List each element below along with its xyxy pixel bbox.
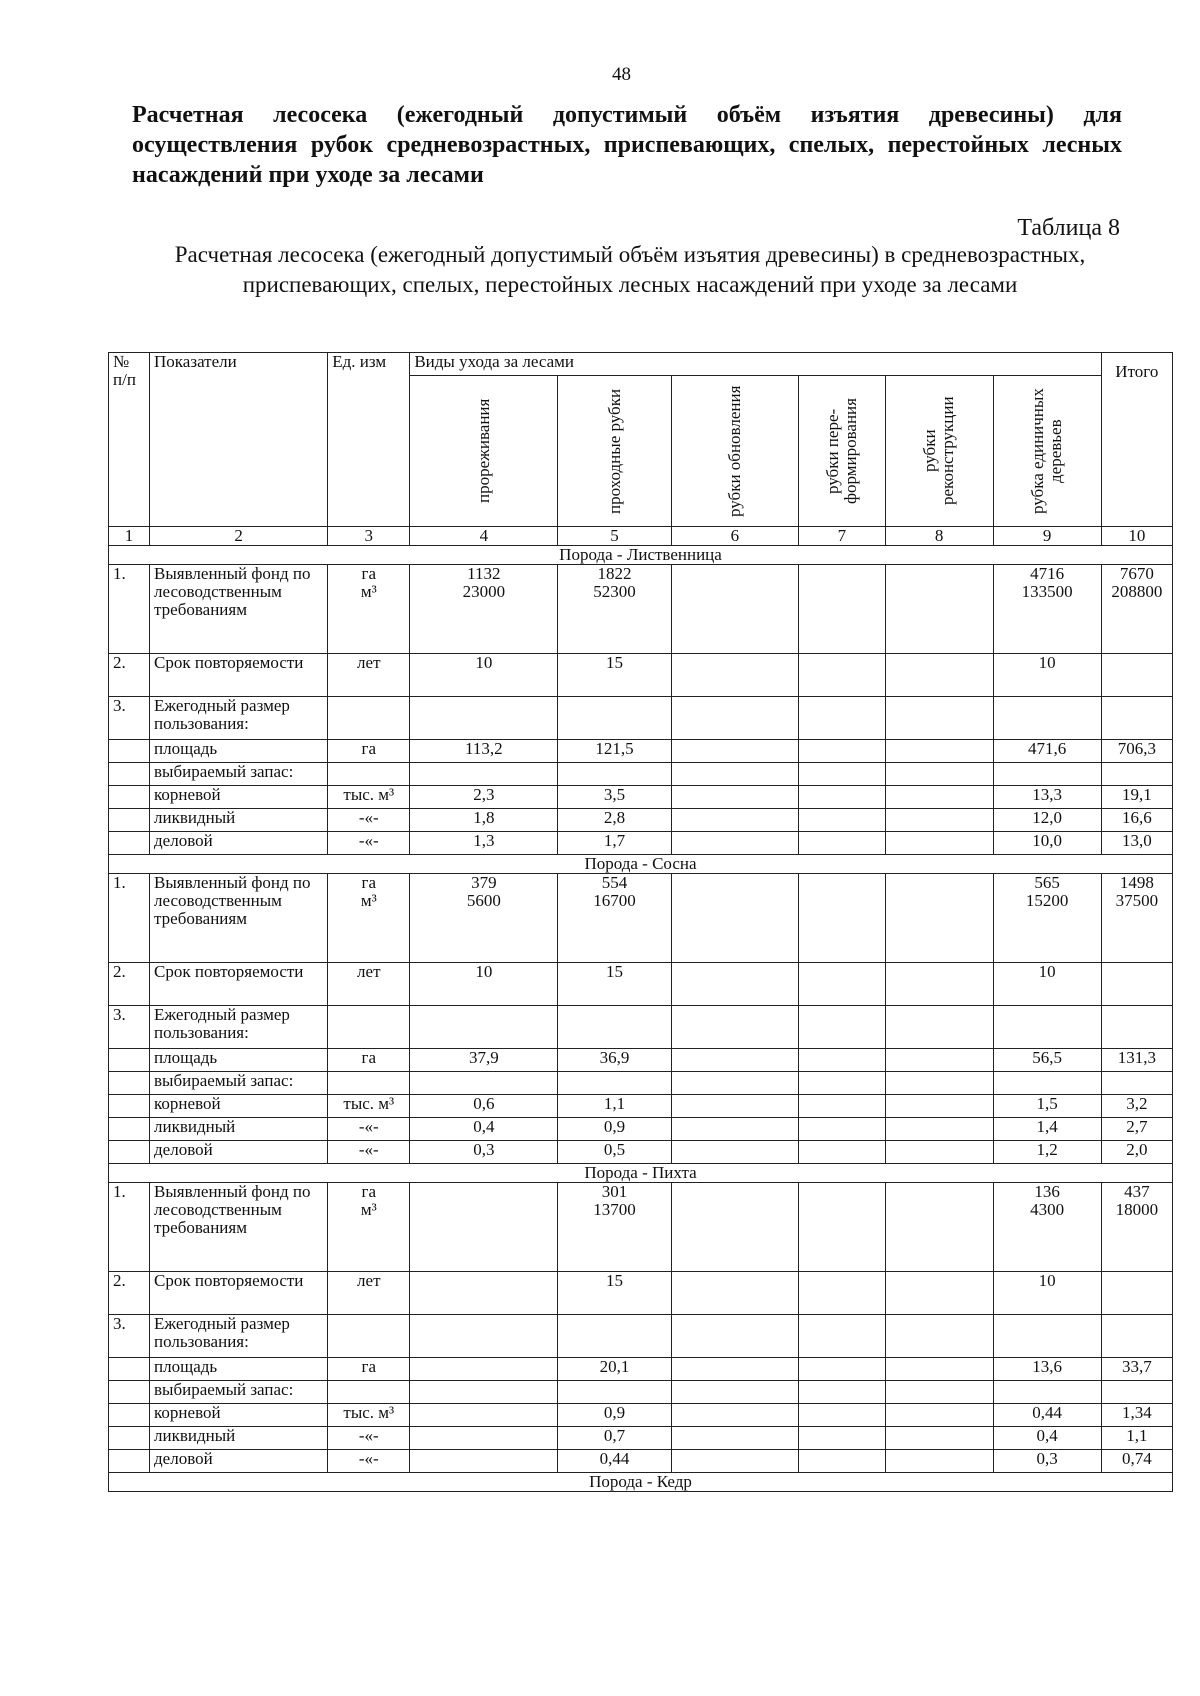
value-reformation-cuts [799,1381,885,1404]
row-number [109,832,150,855]
row-label: площадь [150,1358,328,1381]
row-number [109,763,150,786]
value-total: 33,7 [1101,1358,1172,1381]
value-single-tree-cuts: 471,6 [993,740,1101,763]
value-total [1101,1272,1172,1315]
row-unit: -«- [328,1118,410,1141]
value-passage-cuts: 15 [558,1272,671,1315]
value-renewal-cuts [671,1315,798,1358]
header-care-types: Виды ухода за лесами [410,353,1101,376]
species-group-row [109,546,1173,565]
value-passage-cuts: 15 [558,654,671,697]
value-thinning: 1,3 [410,832,558,855]
value-renewal-cuts [671,1272,798,1315]
table-row [109,697,1173,740]
value-reformation-cuts [799,786,885,809]
value-total: 3,2 [1101,1095,1172,1118]
value-thinning: 0,3 [410,1141,558,1164]
value-renewal-cuts [671,1118,798,1141]
row-label: Ежегодный размер пользования: [150,1006,328,1049]
value-total [1101,1072,1172,1095]
value-renewal-cuts [671,874,798,963]
row-label: деловой [150,832,328,855]
value-reconstruction-cuts [885,740,993,763]
column-number: 10 [1101,527,1172,546]
row-unit [328,763,410,786]
value-thinning [410,1315,558,1358]
value-total: 16,6 [1101,809,1172,832]
row-number [109,786,150,809]
value-single-tree-cuts: 10,0 [993,832,1101,855]
row-label: ликвидный [150,809,328,832]
value-reconstruction-cuts [885,1118,993,1141]
table-row [109,786,1173,809]
value-reconstruction-cuts [885,1006,993,1049]
column-number: 6 [671,527,798,546]
value-reconstruction-cuts [885,786,993,809]
value-passage-cuts [558,1072,671,1095]
table-row [109,809,1173,832]
value-thinning [410,1450,558,1473]
value-reformation-cuts [799,697,885,740]
value-thinning: 0,4 [410,1118,558,1141]
value-passage-cuts: 0,9 [558,1118,671,1141]
value-reformation-cuts [799,1049,885,1072]
row-label: Ежегодный размер пользования: [150,1315,328,1358]
value-single-tree-cuts: 565 15200 [993,874,1101,963]
header-unit: Ед. изм [328,353,410,527]
row-number [109,1427,150,1450]
value-renewal-cuts [671,1427,798,1450]
value-total: 0,74 [1101,1450,1172,1473]
value-passage-cuts [558,1006,671,1049]
row-label: Ежегодный размер пользования: [150,697,328,740]
value-passage-cuts: 301 13700 [558,1183,671,1272]
value-single-tree-cuts: 10 [993,1272,1101,1315]
value-passage-cuts: 1822 52300 [558,565,671,654]
value-renewal-cuts [671,809,798,832]
value-reformation-cuts [799,1006,885,1049]
row-unit: тыс. м³ [328,1095,410,1118]
table-row [109,832,1173,855]
column-numbers-row [109,527,1173,546]
value-total [1101,697,1172,740]
value-passage-cuts: 1,1 [558,1095,671,1118]
value-reformation-cuts [799,1358,885,1381]
row-number: 3. [109,1006,150,1049]
row-label: Срок повторяемости [150,654,328,697]
value-reformation-cuts [799,809,885,832]
value-thinning: 0,6 [410,1095,558,1118]
value-total: 131,3 [1101,1049,1172,1072]
row-number: 1. [109,565,150,654]
value-reformation-cuts [799,1404,885,1427]
row-number: 2. [109,1272,150,1315]
value-renewal-cuts [671,565,798,654]
species-name: Порода - Сосна [109,855,1173,874]
value-renewal-cuts [671,740,798,763]
value-thinning: 1,8 [410,809,558,832]
value-reformation-cuts [799,1141,885,1164]
row-unit: тыс. м³ [328,1404,410,1427]
value-single-tree-cuts [993,1381,1101,1404]
value-total [1101,763,1172,786]
value-reconstruction-cuts [885,809,993,832]
value-single-tree-cuts: 0,4 [993,1427,1101,1450]
value-passage-cuts: 0,44 [558,1450,671,1473]
value-total [1101,654,1172,697]
row-label: выбираемый запас: [150,1381,328,1404]
value-reconstruction-cuts [885,832,993,855]
value-passage-cuts [558,697,671,740]
value-thinning [410,1006,558,1049]
row-unit: га [328,1049,410,1072]
value-reconstruction-cuts [885,1183,993,1272]
row-unit: -«- [328,1450,410,1473]
value-single-tree-cuts: 1,2 [993,1141,1101,1164]
row-number [109,1118,150,1141]
table-row [109,1272,1173,1315]
value-passage-cuts [558,1381,671,1404]
header-passage-cuts: проходные рубки [604,388,624,514]
table-row [109,1118,1173,1141]
species-name: Порода - Лиственница [109,546,1173,565]
row-number [109,809,150,832]
row-number [109,1358,150,1381]
value-reconstruction-cuts [885,1095,993,1118]
value-reconstruction-cuts [885,1381,993,1404]
value-total: 1498 37500 [1101,874,1172,963]
value-renewal-cuts [671,786,798,809]
row-unit: га м³ [328,1183,410,1272]
column-number: 7 [799,527,885,546]
table-row [109,1404,1173,1427]
value-passage-cuts: 0,9 [558,1404,671,1427]
value-thinning: 1132 23000 [410,565,558,654]
value-thinning [410,697,558,740]
row-unit [328,1381,410,1404]
row-unit [328,1006,410,1049]
row-label: деловой [150,1141,328,1164]
row-number [109,1072,150,1095]
row-number [109,1095,150,1118]
value-renewal-cuts [671,1404,798,1427]
row-number [109,1049,150,1072]
row-label: корневой [150,1404,328,1427]
value-passage-cuts: 15 [558,963,671,1006]
value-total [1101,1315,1172,1358]
table-row [109,1049,1173,1072]
value-renewal-cuts [671,654,798,697]
value-renewal-cuts [671,1006,798,1049]
value-total: 7670 208800 [1101,565,1172,654]
row-unit: -«- [328,1427,410,1450]
row-label: Выявленный фонд по лесоводственным требованиям [150,874,328,963]
species-name: Порода - Пихта [109,1164,1173,1183]
value-passage-cuts: 2,8 [558,809,671,832]
value-reconstruction-cuts [885,763,993,786]
value-reconstruction-cuts [885,1427,993,1450]
value-reconstruction-cuts [885,697,993,740]
value-total [1101,963,1172,1006]
row-label: корневой [150,1095,328,1118]
value-thinning: 2,3 [410,786,558,809]
value-passage-cuts [558,1315,671,1358]
row-number: 1. [109,874,150,963]
value-thinning [410,1427,558,1450]
value-single-tree-cuts: 0,3 [993,1450,1101,1473]
row-label: Выявленный фонд по лесоводственным требованиям [150,1183,328,1272]
value-single-tree-cuts: 1,4 [993,1118,1101,1141]
value-reconstruction-cuts [885,1272,993,1315]
row-unit: тыс. м³ [328,786,410,809]
value-thinning: 379 5600 [410,874,558,963]
table-row [109,565,1173,654]
value-reformation-cuts [799,763,885,786]
table-row [109,654,1173,697]
table-row [109,1095,1173,1118]
row-label: выбираемый запас: [150,1072,328,1095]
table-row [109,1141,1173,1164]
species-name: Порода - Кедр [109,1473,1173,1492]
value-single-tree-cuts: 13,3 [993,786,1101,809]
value-renewal-cuts [671,1141,798,1164]
value-reformation-cuts [799,1272,885,1315]
row-unit: га [328,740,410,763]
value-single-tree-cuts: 10 [993,654,1101,697]
value-reconstruction-cuts [885,1315,993,1358]
table-row [109,874,1173,963]
value-reformation-cuts [799,740,885,763]
row-number [109,740,150,763]
value-renewal-cuts [671,763,798,786]
value-renewal-cuts [671,1183,798,1272]
value-passage-cuts: 0,5 [558,1141,671,1164]
table-row [109,1006,1173,1049]
value-single-tree-cuts: 12,0 [993,809,1101,832]
header-thinning: прореживания [473,398,493,504]
species-group-row [109,1473,1173,1492]
value-renewal-cuts [671,1095,798,1118]
value-total: 19,1 [1101,786,1172,809]
row-unit: лет [328,654,410,697]
value-thinning: 113,2 [410,740,558,763]
column-number: 9 [993,527,1101,546]
value-thinning [410,1404,558,1427]
row-unit [328,1072,410,1095]
value-total: 1,34 [1101,1404,1172,1427]
header-indicators: Показатели [150,353,328,527]
value-reformation-cuts [799,874,885,963]
row-label: Срок повторяемости [150,963,328,1006]
page-number: 48 [612,64,631,85]
value-reconstruction-cuts [885,874,993,963]
row-unit [328,697,410,740]
value-reconstruction-cuts [885,1072,993,1095]
row-unit: га м³ [328,874,410,963]
column-number: 2 [150,527,328,546]
column-number: 5 [558,527,671,546]
value-single-tree-cuts: 0,44 [993,1404,1101,1427]
value-passage-cuts: 36,9 [558,1049,671,1072]
row-unit [328,1315,410,1358]
row-number [109,1141,150,1164]
value-single-tree-cuts: 4716 133500 [993,565,1101,654]
value-reformation-cuts [799,1427,885,1450]
value-reformation-cuts [799,1072,885,1095]
row-unit: га м³ [328,565,410,654]
row-label: Выявленный фонд по лесоводственным требованиям [150,565,328,654]
value-total: 437 18000 [1101,1183,1172,1272]
row-label: корневой [150,786,328,809]
value-renewal-cuts [671,1072,798,1095]
row-unit: -«- [328,1141,410,1164]
species-group-row [109,855,1173,874]
row-label: деловой [150,1450,328,1473]
value-passage-cuts: 20,1 [558,1358,671,1381]
row-number [109,1404,150,1427]
value-total: 2,7 [1101,1118,1172,1141]
value-passage-cuts: 3,5 [558,786,671,809]
value-single-tree-cuts [993,1006,1101,1049]
value-total: 1,1 [1101,1427,1172,1450]
value-thinning [410,1072,558,1095]
value-single-tree-cuts: 136 4300 [993,1183,1101,1272]
column-number: 8 [885,527,993,546]
value-single-tree-cuts [993,1315,1101,1358]
species-group-row [109,1164,1173,1183]
row-number: 2. [109,963,150,1006]
value-single-tree-cuts: 13,6 [993,1358,1101,1381]
value-renewal-cuts [671,963,798,1006]
value-reconstruction-cuts [885,963,993,1006]
value-reconstruction-cuts [885,1358,993,1381]
row-unit: лет [328,1272,410,1315]
value-thinning [410,1358,558,1381]
value-reformation-cuts [799,565,885,654]
row-unit: -«- [328,832,410,855]
header-num: № п/п [109,353,150,527]
row-label: Срок повторяемости [150,1272,328,1315]
table-row [109,740,1173,763]
table-row [109,1183,1173,1272]
table-row [109,963,1173,1006]
header-reconstruction-cuts: рубки реконструкции [920,396,958,506]
row-number: 2. [109,654,150,697]
value-reconstruction-cuts [885,654,993,697]
table-row [109,1381,1173,1404]
table-row [109,1427,1173,1450]
value-passage-cuts: 1,7 [558,832,671,855]
header-total: Итого [1101,353,1172,527]
row-number: 3. [109,1315,150,1358]
row-number: 1. [109,1183,150,1272]
value-single-tree-cuts: 10 [993,963,1101,1006]
column-number: 4 [410,527,558,546]
table-number: Таблица 8 [1017,215,1120,241]
value-single-tree-cuts: 56,5 [993,1049,1101,1072]
value-passage-cuts [558,763,671,786]
value-passage-cuts: 0,7 [558,1427,671,1450]
value-passage-cuts: 121,5 [558,740,671,763]
row-label: площадь [150,740,328,763]
value-reformation-cuts [799,654,885,697]
value-thinning: 10 [410,654,558,697]
table-row [109,763,1173,786]
column-number: 3 [328,527,410,546]
value-renewal-cuts [671,1358,798,1381]
value-thinning: 10 [410,963,558,1006]
row-unit: лет [328,963,410,1006]
value-single-tree-cuts [993,763,1101,786]
value-reformation-cuts [799,1450,885,1473]
value-renewal-cuts [671,697,798,740]
value-thinning [410,1183,558,1272]
header-reformation-cuts: рубки пере-формирования [822,398,860,504]
row-unit: га [328,1358,410,1381]
value-thinning [410,1381,558,1404]
value-total [1101,1006,1172,1049]
column-number: 1 [109,527,150,546]
document-heading: Расчетная лесосека (ежегодный допустимый объём изъятия древесины) для осуществления рубок средневозрастных, приспевающих, спелых, перестойных лесных насаждений при уходе за лесами [132,102,1122,188]
header-single-tree-cuts: рубка единичных деревьев [1028,388,1066,514]
value-reconstruction-cuts [885,1450,993,1473]
row-number [109,1450,150,1473]
value-thinning [410,1272,558,1315]
table-row [109,1450,1173,1473]
table-row [109,1315,1173,1358]
table-row [109,1358,1173,1381]
value-total [1101,1381,1172,1404]
value-reformation-cuts [799,1118,885,1141]
value-reconstruction-cuts [885,1049,993,1072]
value-renewal-cuts [671,832,798,855]
value-renewal-cuts [671,1450,798,1473]
value-single-tree-cuts [993,1072,1101,1095]
value-total: 706,3 [1101,740,1172,763]
value-total: 2,0 [1101,1141,1172,1164]
value-reconstruction-cuts [885,565,993,654]
row-label: выбираемый запас: [150,763,328,786]
table-title: Расчетная лесосека (ежегодный допустимый объём изъятия древесины) в средневозрастных, приспевающих, спелых, перестойных лесных насаждений при уходе за лесами [174,242,1086,297]
table-row [109,1072,1173,1095]
value-reformation-cuts [799,963,885,1006]
value-reformation-cuts [799,1183,885,1272]
value-reconstruction-cuts [885,1404,993,1427]
row-number: 3. [109,697,150,740]
value-thinning: 37,9 [410,1049,558,1072]
allowable-cut-table [108,352,1173,1492]
value-single-tree-cuts [993,697,1101,740]
value-renewal-cuts [671,1381,798,1404]
value-reformation-cuts [799,1315,885,1358]
value-reformation-cuts [799,832,885,855]
value-single-tree-cuts: 1,5 [993,1095,1101,1118]
row-number [109,1381,150,1404]
value-renewal-cuts [671,1049,798,1072]
value-thinning [410,763,558,786]
row-label: ликвидный [150,1427,328,1450]
row-unit: -«- [328,809,410,832]
value-reformation-cuts [799,1095,885,1118]
value-reconstruction-cuts [885,1141,993,1164]
header-renewal-cuts: рубки обновления [724,385,744,517]
row-label: площадь [150,1049,328,1072]
value-passage-cuts: 554 16700 [558,874,671,963]
value-total: 13,0 [1101,832,1172,855]
row-label: ликвидный [150,1118,328,1141]
